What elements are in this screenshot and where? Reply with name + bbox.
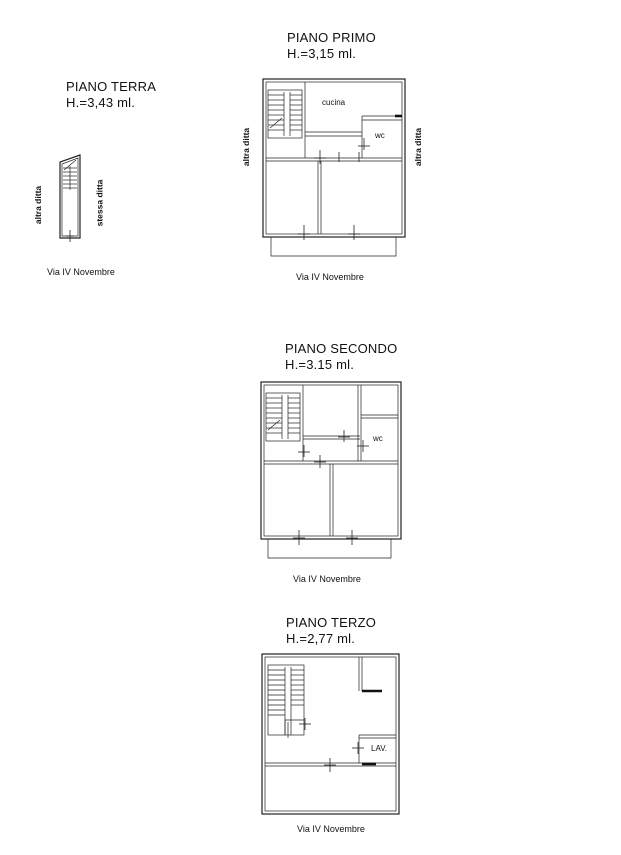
- street-label-primo: Via IV Novembre: [296, 272, 364, 282]
- plan-piano-terzo: [262, 654, 399, 814]
- plan-piano-terra: [60, 155, 80, 242]
- street-label-terzo: Via IV Novembre: [297, 824, 365, 834]
- room-label-wc-secondo: wc: [373, 434, 383, 443]
- side-label-primo-left: altra ditta: [241, 127, 252, 167]
- floor-height: H.=2,77 ml.: [286, 631, 356, 646]
- floor-name: PIANO TERZO: [286, 615, 377, 630]
- room-label-cucina: cucina: [322, 98, 346, 107]
- side-label-terra-left: altra ditta: [33, 185, 44, 225]
- side-label-primo-right: altra ditta: [413, 127, 424, 167]
- street-label-secondo: Via IV Novembre: [293, 574, 361, 584]
- room-label-wc-primo: wc: [375, 131, 385, 140]
- side-label-terra-right: stessa ditta: [94, 179, 105, 227]
- room-label-lav: LAV.: [371, 744, 388, 753]
- street-label-terra: Via IV Novembre: [47, 267, 115, 277]
- floor-name: PIANO SECONDO: [285, 341, 398, 356]
- floor-height: H.=3.15 ml.: [285, 357, 355, 372]
- floor-height: H.=3,15 ml.: [287, 46, 357, 61]
- floor-name: PIANO PRIMO: [287, 30, 376, 45]
- plan-piano-secondo: [261, 382, 401, 558]
- floor-height: H.=3,43 ml.: [66, 95, 136, 110]
- floor-name: PIANO TERRA: [66, 79, 157, 94]
- plan-piano-primo: [263, 79, 405, 256]
